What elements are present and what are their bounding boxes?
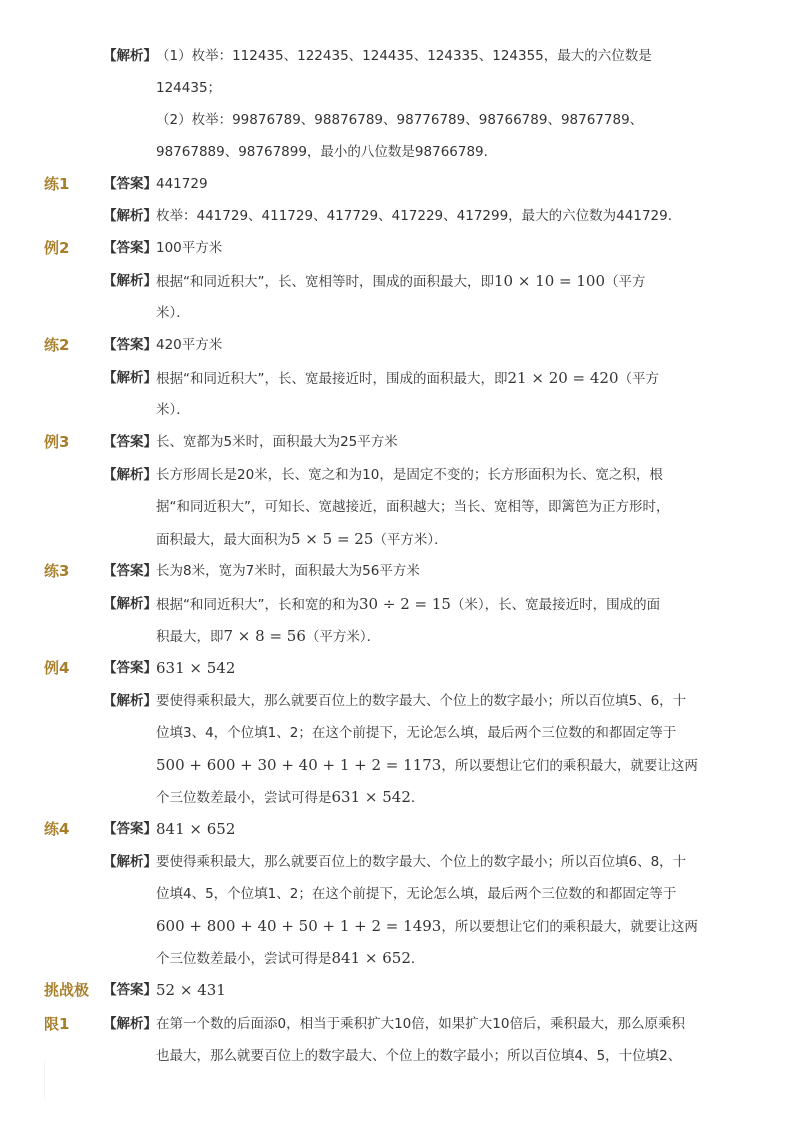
text-segment: 积最大，即 xyxy=(156,629,224,645)
analysis-label: 【解析】 xyxy=(103,273,157,289)
answer-label: 【答案】 xyxy=(103,240,157,256)
math-expression: 7 × 8 = 56 xyxy=(223,627,306,645)
answer-label: 【答案】 xyxy=(103,176,157,192)
problem-tag: 练1 xyxy=(44,175,70,193)
text-segment: 根据“和同近积大”，长、宽相等时，围成的面积最大，即 xyxy=(156,274,494,290)
text-segment: （平方米）． xyxy=(373,532,448,548)
problem-tag: 例2 xyxy=(44,239,70,257)
analysis-text xyxy=(156,620,716,653)
analysis-label: 【解析】 xyxy=(103,854,157,870)
analysis-text: （2）枚举：99876789、98876789、98776789、98766789、98767789、 xyxy=(156,112,644,128)
answer-text: 631 × 542 xyxy=(156,659,236,677)
answer-label: 【答案】 xyxy=(103,563,157,579)
analysis-text xyxy=(156,265,716,298)
answer-text: 52 × 431 xyxy=(156,981,226,999)
problem-tag: 练2 xyxy=(44,336,70,354)
text-segment: 面积最大，最大面积为 xyxy=(156,532,291,548)
text-segment: 根据“和同近积大”，长、宽最接近时，围成的面积最大，即 xyxy=(156,371,508,387)
text-segment: ，所以要想让它们的乘积最大，就要让这两 xyxy=(441,758,698,774)
analysis-label: 【解析】 xyxy=(103,467,157,483)
answer-text: 441729 xyxy=(156,176,208,192)
text-segment: ，所以要想让它们的乘积最大，就要让这两 xyxy=(441,919,698,935)
problem-tag: 挑战极 xyxy=(44,981,90,999)
analysis-label: 【解析】 xyxy=(103,693,157,709)
problem-tag: 限1 xyxy=(44,1015,70,1033)
problem-tag: 练3 xyxy=(44,562,70,580)
analysis-text: 在第一个数的后面添0，相当于乘积扩大10倍，如果扩大10倍后，乘积最大，那么原乘积 xyxy=(156,1016,685,1032)
math-expression: 21 × 20 = 420 xyxy=(507,369,619,387)
answer-text: 长、宽都为5米时，面积最大为25平方米 xyxy=(156,434,398,450)
answer-text: 100平方米 xyxy=(156,240,223,256)
problem-tag: 例4 xyxy=(44,659,70,677)
text-segment: （米），长、宽最接近时，围成的面 xyxy=(450,597,661,613)
analysis-label: 【解析】 xyxy=(103,596,157,612)
analysis-text: 要使得乘积最大，那么就要百位上的数字最大、个位上的数字最小；所以百位填6、8，十 xyxy=(156,854,687,870)
text-segment: （平方米）． xyxy=(305,629,381,645)
math-expression: 10 × 10 = 100 xyxy=(494,272,606,290)
analysis-text: 位填4、5，个位填1、2；在这个前提下，无论怎么填，最后两个三位数的和都固定等于 xyxy=(156,886,677,902)
text-segment: （平方 xyxy=(618,371,660,387)
math-expression: 5 × 5 = 25 xyxy=(291,530,374,548)
text-segment: 个三位数差最小，尝试可得是 xyxy=(156,790,332,806)
analysis-text: 枚举：441729、411729、417729、417229、417299，最大的六位数为441729． xyxy=(156,208,682,224)
analysis-text: 98767889、98767899，最小的八位数是98766789． xyxy=(156,144,498,160)
analysis-text: 124435； xyxy=(156,80,222,96)
analysis-text xyxy=(156,523,716,556)
page-edge-mark xyxy=(44,1060,45,1100)
answer-label: 【答案】 xyxy=(103,821,157,837)
math-expression: 30 ÷ 2 = 15 xyxy=(359,595,451,613)
analysis-label: 【解析】 xyxy=(103,1016,157,1032)
analysis-label: 【解析】 xyxy=(103,370,157,386)
answer-label: 【答案】 xyxy=(103,434,157,450)
analysis-text: 据“和同近积大”，可知长、宽越接近，面积越大；当长、宽相等，即篱笆为正方形时， xyxy=(156,499,670,515)
answer-text: 841 × 652 xyxy=(156,820,236,838)
text-segment: （平方 xyxy=(605,274,646,290)
answer-label: 【答案】 xyxy=(103,337,157,353)
text-segment: ． xyxy=(410,790,425,806)
answer-label: 【答案】 xyxy=(103,982,157,998)
analysis-text xyxy=(156,781,716,814)
math-expression: 631 × 542 xyxy=(331,788,411,806)
analysis-text: 要使得乘积最大，那么就要百位上的数字最大、个位上的数字最小；所以百位填5、6，十 xyxy=(156,693,687,709)
analysis-label: 【解析】 xyxy=(103,208,157,224)
analysis-text: 长方形周长是20米，长、宽之和为10，是固定不变的；长方形面积为长、宽之积，根 xyxy=(156,467,663,483)
answer-text: 长为8米，宽为7米时，面积最大为56平方米 xyxy=(156,563,420,579)
analysis-text: 米）． xyxy=(156,402,190,418)
analysis-text: 位填3、4，个位填1、2；在这个前提下，无论怎么填，最后两个三位数的和都固定等于 xyxy=(156,725,677,741)
problem-tag: 例3 xyxy=(44,433,70,451)
analysis-text: 米）． xyxy=(156,305,190,321)
analysis-text: （1）枚举：112435、122435、124435、124335、124355，最大的六位数是 xyxy=(156,48,652,64)
analysis-text xyxy=(156,588,716,621)
answer-label: 【答案】 xyxy=(103,660,157,676)
analysis-text: 也最大，那么就要百位上的数字最大、个位上的数字最小；所以百位填4、5，十位填2、 xyxy=(156,1048,682,1064)
text-segment: ． xyxy=(410,951,425,967)
analysis-label: 【解析】 xyxy=(103,48,157,64)
math-expression: 500 + 600 + 30 + 40 + 1 + 2 = 1173 xyxy=(156,756,442,774)
answer-text: 420平方米 xyxy=(156,337,223,353)
math-expression: 841 × 652 xyxy=(331,949,411,967)
analysis-text xyxy=(156,942,716,975)
text-segment: 根据“和同近积大”，长和宽的和为 xyxy=(156,597,359,613)
problem-tag: 练4 xyxy=(44,820,70,838)
math-expression: 600 + 800 + 40 + 50 + 1 + 2 = 1493 xyxy=(156,917,442,935)
text-segment: 个三位数差最小，尝试可得是 xyxy=(156,951,332,967)
analysis-text xyxy=(156,362,716,395)
analysis-text xyxy=(156,749,716,782)
analysis-text xyxy=(156,910,716,943)
